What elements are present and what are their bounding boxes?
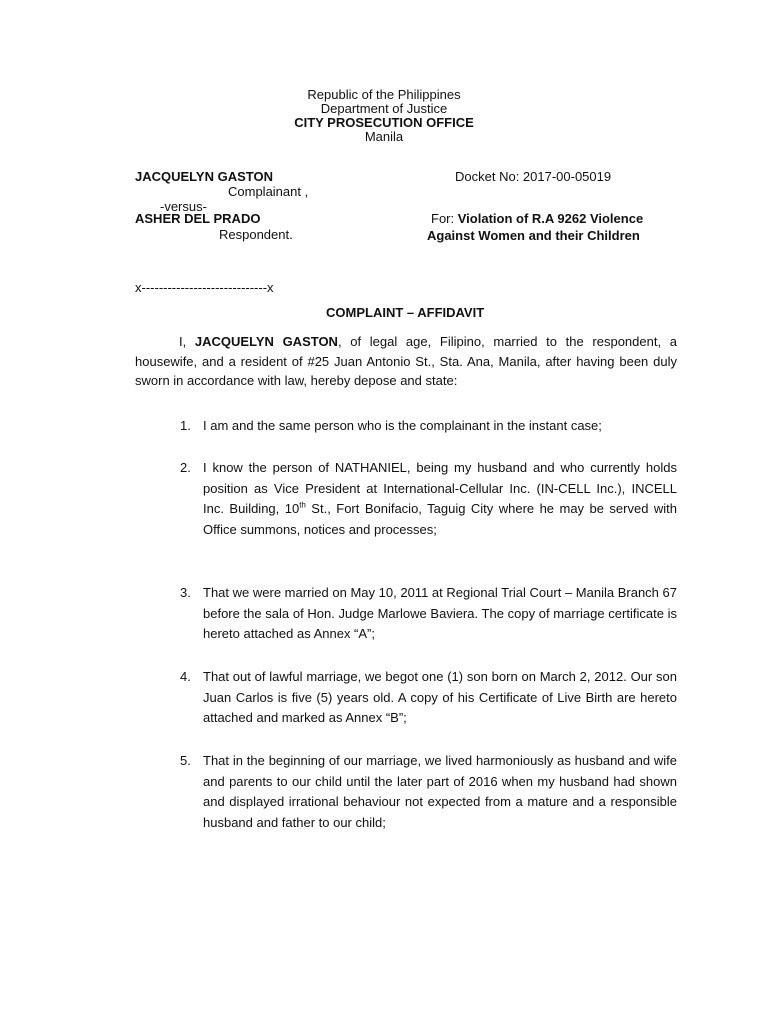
violation-line-2: Against Women and their Children (427, 228, 640, 243)
document-title: COMPLAINT – AFFIDAVIT (326, 305, 485, 320)
item-number: 5. (180, 753, 191, 768)
violation-text-1: Violation of R.A 9262 Violence (457, 211, 644, 226)
department-line: Department of Justice (320, 101, 448, 116)
respondent-name: ASHER DEL PRADO (135, 211, 261, 226)
versus-label: -versus- (160, 199, 207, 214)
item-text: That in the beginning of our marriage, we lived harmoniously as husband and wife and parents to our child until the later part of 2016 when my husband had shown and displayed irrational behaviour not expected from a mature and a responsible husband and father to our child; (203, 753, 677, 831)
item-text-part-b: St., Fort Bonifacio, Taguig City where he may be served with Office summons, notices and processes; (203, 501, 677, 538)
docket-number: Docket No: 2017-00-05019 (455, 169, 612, 184)
item-number: 1. (180, 418, 191, 433)
city-line: Manila (364, 129, 404, 144)
list-item (135, 416, 677, 437)
intro-prefix: I, (179, 334, 195, 349)
item-text: I am and the same person who is the complainant in the instant case; (203, 418, 602, 433)
office-line: CITY PROSECUTION OFFICE (294, 115, 474, 130)
item-number: 3. (180, 585, 191, 600)
document-header (0, 88, 768, 144)
item-text: That out of lawful marriage, we begot one (1) son born on March 2, 2012. Our son Juan Carlos is five (5) years old. A copy of his Certificate of Live Birth are hereto attached and marked as Annex “B”; (203, 669, 677, 726)
list-item (135, 667, 677, 729)
caption-separator: x-----------------------------x (135, 280, 274, 295)
violation-line-1 (431, 211, 643, 226)
affiant-name: JACQUELYN GASTON (194, 334, 338, 349)
item-number: 4. (180, 669, 191, 684)
respondent-role: Respondent. (219, 227, 293, 242)
list-item (135, 458, 677, 541)
intro-body: , of legal age, Filipino, married to the respondent, a housewife, and a resident of #25 Juan Antonio St., Sta. Ana, Manila, after having been duly sworn in accordance with law, hereby depose and state: (135, 334, 677, 388)
item-text-part-a: I know the person of NATHANIEL, being my husband and who currently holds position as Vice President at International-Cellular Inc. (IN-CELL Inc.), INCELL Inc. Building, 10 (203, 460, 677, 517)
ordinal-suffix: th (299, 501, 306, 511)
item-number: 2. (180, 460, 191, 475)
complainant-name: JACQUELYN GASTON (135, 169, 273, 184)
list-item (135, 751, 677, 834)
item-text: That we were married on May 10, 2011 at Regional Trial Court – Manila Branch 67 before the sala of Hon. Judge Marlowe Baviera. The copy of marriage certificate is hereto attached as Annex “A”; (203, 585, 677, 642)
item-text (203, 458, 677, 541)
complainant-role: Complainant , (228, 184, 309, 199)
list-item (135, 583, 677, 645)
for-label: For: (431, 211, 455, 226)
intro-paragraph (135, 332, 677, 391)
republic-line: Republic of the Philippines (307, 87, 461, 102)
